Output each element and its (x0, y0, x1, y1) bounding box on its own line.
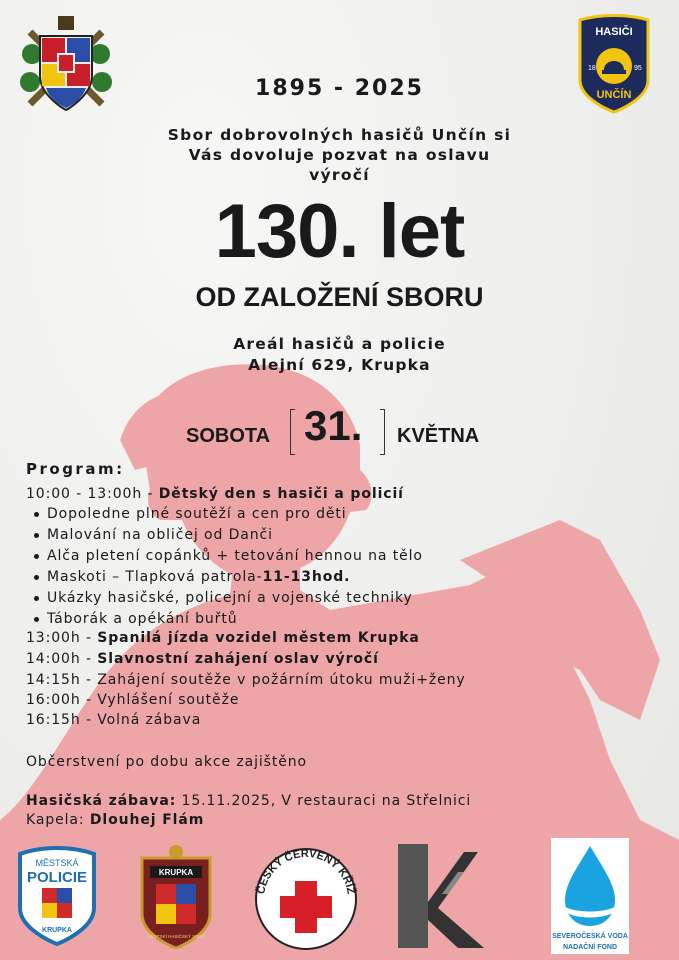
krupka-ring-text: MĚSTSKÍ HASIČSKÝ SBOR (147, 934, 205, 939)
bullet-text: Dopoledne plné soutěží a cen pro děti (47, 506, 347, 522)
program-bullet (34, 588, 413, 608)
invitation-line: Sbor dobrovolných hasičů Unčín si (167, 126, 512, 144)
water-line2-text: NADAČNÍ FOND (562, 944, 618, 951)
police-bottom-text: KRUPKA (42, 927, 72, 934)
police-main-text: POLICIE (26, 869, 88, 886)
band-name: Dlouhej Flám (89, 812, 205, 828)
program-time: 10:00 - 13:00h - (26, 486, 159, 502)
k-letter-logo (394, 842, 490, 950)
program-item (26, 649, 379, 669)
date-number: 31. (304, 402, 363, 449)
police-top-text: MĚSTSKÁ (35, 858, 79, 868)
water-line1-text: SEVEROČESKÁ VODA (552, 933, 628, 940)
date-month: KVĚTNA (397, 425, 480, 447)
bullet-icon (34, 512, 39, 517)
party-text: 15.11.2025, V restauraci na Střelnici (176, 793, 472, 809)
bullet-icon (34, 554, 39, 559)
program-item-first (26, 484, 404, 504)
party-label: Hasičská zábava: (26, 793, 177, 809)
program-time: 13:00h - (26, 630, 98, 646)
bullet-text: Alča pletení copánků + tetování hennou na tělo (47, 548, 423, 564)
mestska-policie-logo (12, 844, 102, 948)
bullet-icon (34, 533, 39, 538)
badge-year-left: 18 (588, 65, 596, 72)
program-item (26, 690, 239, 710)
program-highlight: Dětský den s hasiči a policií (158, 486, 404, 502)
bullet-text: Malování na obličej od Danči (47, 527, 273, 543)
fire-party-info (26, 791, 471, 811)
program-heading: Program: (26, 460, 125, 478)
cesky-cerveny-kriz-logo (250, 843, 362, 951)
severoceska-voda-logo (551, 838, 629, 954)
badge-bottom-text: UNČÍN (596, 89, 632, 101)
bullet-bold: 11-13hod. (262, 569, 351, 585)
bracket-right (380, 409, 385, 455)
event-date (0, 400, 679, 460)
bullet-text: Ukázky hasičské, policejní a vojenské techniky (47, 590, 413, 606)
krupka-banner-text: KRUPKA (158, 868, 194, 877)
program-text: Volná zábava (97, 712, 202, 728)
program-text: Vyhlášení soutěže (97, 692, 240, 708)
program-item (26, 628, 420, 648)
program-time: 16:00h - (26, 692, 98, 708)
krupka-fire-corps-logo (138, 844, 214, 950)
venue-address (0, 334, 679, 376)
refreshments-note: Občerstvení po dobu akce zajištěno (26, 754, 308, 770)
bullet-text: Maskoti – Tlapková patrola- (47, 569, 263, 585)
bullet-icon (34, 617, 39, 622)
program-highlight: Spanilá jízda vozidel městem Krupka (97, 630, 420, 646)
program-bullet (34, 546, 423, 566)
red-cross-text: ČESKÝ ČERVENÝ KŘÍŽ (255, 847, 357, 896)
band-label: Kapela: (26, 812, 90, 828)
date-day: SOBOTA (186, 425, 271, 447)
venue-line: Alejní 629, Krupka (248, 356, 431, 374)
fire-coat-of-arms-logo (10, 14, 122, 122)
badge-year-right: 95 (634, 65, 642, 72)
bullet-text: Táborák a opékání buřtů (47, 611, 238, 627)
invitation-line: Vás dovoluje pozvat na oslavu (188, 146, 491, 164)
program-time: 14:00h - (26, 651, 98, 667)
anniversary-years: 1895 - 2025 (255, 76, 424, 101)
program-bullet (34, 567, 350, 587)
program-bullet (34, 525, 273, 545)
program-item (26, 670, 466, 690)
program-text: Zahájení soutěže v požárním útoku muži+ženy (97, 672, 466, 688)
main-title: 130. let (214, 189, 465, 274)
bullet-icon (34, 596, 39, 601)
band-info (26, 810, 204, 830)
bullet-icon (34, 575, 39, 580)
program-time: 16:15h - (26, 712, 98, 728)
badge-top-text: HASIČI (595, 26, 633, 38)
program-bullet (34, 504, 347, 524)
venue-line: Areál hasičů a policie (233, 335, 446, 353)
bracket-left (290, 409, 295, 455)
invitation-line: výročí (309, 166, 370, 184)
program-highlight: Slavnostní zahájení oslav výročí (97, 651, 379, 667)
invitation-text (0, 125, 679, 185)
program-item (26, 710, 201, 730)
subtitle: OD ZALOŽENÍ SBORU (195, 282, 484, 312)
program-time: 14:15h - (26, 672, 98, 688)
program-bullet (34, 609, 237, 629)
